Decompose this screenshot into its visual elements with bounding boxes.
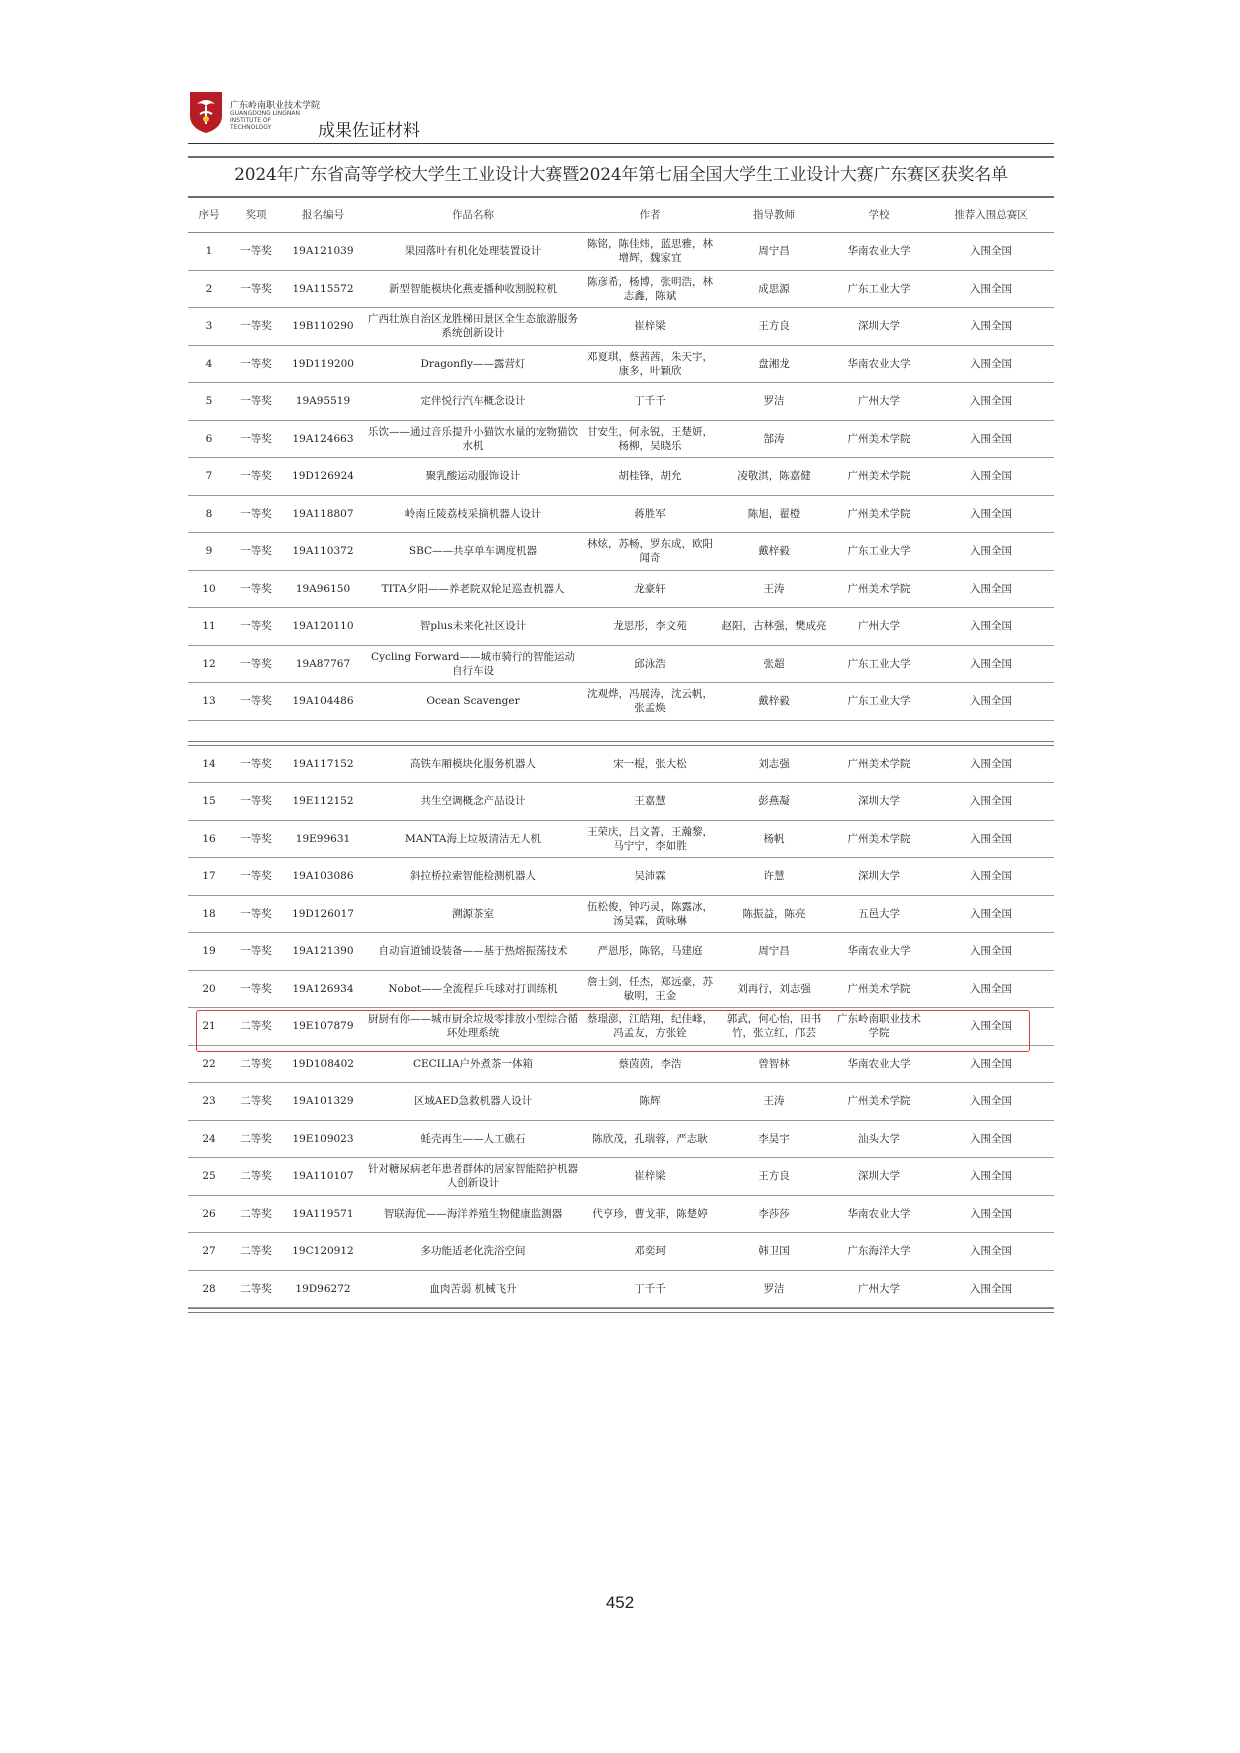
cell-award: 二等奖 [230,1158,282,1196]
cell-advisors: 罗洁 [718,1270,830,1308]
cell-authors: 崔梓梁 [582,1158,718,1196]
cell-work-title: Cycling Forward——城市骑行的智能运动自行车设 [364,645,582,683]
cell-authors: 代亨珍，曹戈菲，陈楚婷 [582,1195,718,1233]
table-row [188,970,1054,1008]
cell-work-title: 岭南丘陵荔枝采摘机器人设计 [364,495,582,533]
cell-work-title: 聚乳酸运动服饰设计 [364,458,582,496]
cell-award: 二等奖 [230,1233,282,1271]
table-row [188,270,1054,308]
cell-school: 广州美术学院 [830,495,928,533]
cell-award: 一等奖 [230,570,282,608]
cell-advisors: 刘再行，刘志强 [718,970,830,1008]
cell-advisors: 许慧 [718,858,830,896]
cell-recommendation: 入围全国 [928,895,1054,933]
cell-authors: 陈欣茂，孔瑞蓉，严志耿 [582,1120,718,1158]
cell-advisors: 王涛 [718,570,830,608]
section-gap [188,721,1054,741]
cell-authors: 龙豪轩 [582,570,718,608]
cell-index: 11 [188,608,230,646]
table-row [188,420,1054,458]
cell-advisors: 王方良 [718,1158,830,1196]
column-header: 序号 [188,198,230,233]
cell-authors: 王荣庆，吕文菁，王瀚黎，马宁宁，李如胜 [582,820,718,858]
cell-reg-no: 19A117152 [282,746,364,783]
cell-school: 广东工业大学 [830,533,928,571]
cell-school: 广州美术学院 [830,1083,928,1121]
table-bottom-rule [188,1308,1054,1313]
cell-index: 25 [188,1158,230,1196]
cell-work-title: Dragonfly——露营灯 [364,345,582,383]
table-title: 2024年广东省高等学校大学生工业设计大赛暨2024年第七届全国大学生工业设计大赛广东赛区获奖名单 [234,165,1008,185]
column-header: 指导教师 [718,198,830,233]
cell-school: 广州美术学院 [830,746,928,783]
cell-index: 3 [188,308,230,346]
cell-work-title: 多功能适老化洗浴空间 [364,1233,582,1271]
cell-reg-no: 19A87767 [282,645,364,683]
cell-work-title: 果园落叶有机化处理装置设计 [364,233,582,271]
cell-recommendation: 入围全国 [928,233,1054,271]
table-row [188,1270,1054,1308]
cell-work-title: 自动盲道铺设装备——基于热熔振荡技术 [364,933,582,971]
cell-recommendation: 入围全国 [928,495,1054,533]
cell-work-title: 智联海优——海洋养殖生物健康监测器 [364,1195,582,1233]
cell-school: 五邑大学 [830,895,928,933]
cell-recommendation: 入围全国 [928,533,1054,571]
cell-award: 二等奖 [230,1270,282,1308]
cell-work-title: 乐饮——通过音乐提升小猫饮水量的宠物猫饮水机 [364,420,582,458]
cell-authors: 陈铭，陈佳炜，蓝思雅，林增辉，魏家宜 [582,233,718,271]
cell-award: 一等奖 [230,533,282,571]
cell-advisors: 刘志强 [718,746,830,783]
cell-recommendation: 入围全国 [928,308,1054,346]
cell-award: 一等奖 [230,270,282,308]
cell-school: 深圳大学 [830,1158,928,1196]
cell-work-title: 广西壮族自治区龙胜梯田景区全生态旅游服务系统创新设计 [364,308,582,346]
table-row [188,933,1054,971]
cell-recommendation: 入围全国 [928,1195,1054,1233]
page-header [188,86,1054,144]
cell-school: 广东海洋大学 [830,1233,928,1271]
cell-authors: 邓奕珂 [582,1233,718,1271]
cell-work-title: 新型智能模块化燕麦播种收割脱粒机 [364,270,582,308]
cell-school: 广州大学 [830,1270,928,1308]
cell-index: 20 [188,970,230,1008]
cell-advisors: 张超 [718,645,830,683]
cell-recommendation: 入围全国 [928,1045,1054,1083]
table-row [188,746,1054,783]
cell-recommendation: 入围全国 [928,608,1054,646]
cell-recommendation: 入围全国 [928,1008,1054,1046]
cell-work-title: 高铁车厢模块化服务机器人 [364,746,582,783]
table-header-row [188,198,1054,233]
cell-school: 广东岭南职业技术学院 [830,1008,928,1046]
cell-index: 15 [188,783,230,821]
table-row [188,345,1054,383]
cell-index: 26 [188,1195,230,1233]
cell-school: 华南农业大学 [830,933,928,971]
cell-authors: 胡桂锋，胡允 [582,458,718,496]
cell-reg-no: 19E112152 [282,783,364,821]
cell-recommendation: 入围全国 [928,1083,1054,1121]
cell-reg-no: 19A121390 [282,933,364,971]
cell-index: 6 [188,420,230,458]
cell-authors: 龙思彤，李文苑 [582,608,718,646]
cell-advisors: 罗洁 [718,383,830,421]
school-name-cn: 广东岭南职业技术学院 [230,101,321,111]
cell-reg-no: 19A101329 [282,1083,364,1121]
cell-authors: 沈观烨，冯展涛，沈云帆，张孟焕 [582,683,718,721]
cell-work-title: 共生空调概念产品设计 [364,783,582,821]
cell-reg-no: 19A120110 [282,608,364,646]
cell-authors: 蔡茵茵，李浩 [582,1045,718,1083]
cell-school: 深圳大学 [830,783,928,821]
cell-authors: 崔梓梁 [582,308,718,346]
cell-advisors: 郭武，何心怡，田书竹，张立红，邝芸 [718,1008,830,1046]
cell-recommendation: 入围全国 [928,683,1054,721]
cell-award: 二等奖 [230,1045,282,1083]
cell-school: 深圳大学 [830,858,928,896]
cell-work-title: Ocean Scavenger [364,683,582,721]
cell-authors: 林炫，苏畅，罗东成，欧阳闻奇 [582,533,718,571]
cell-work-title: SBC——共享单车调度机器 [364,533,582,571]
table-row [188,1195,1054,1233]
table-row [188,570,1054,608]
table-row [188,820,1054,858]
cell-authors: 严恩彤，陈铭，马建庭 [582,933,718,971]
cell-reg-no: 19C120912 [282,1233,364,1271]
cell-advisors: 周宁昌 [718,933,830,971]
school-logo-icon [188,90,224,134]
cell-reg-no: 19A104486 [282,683,364,721]
table-row [188,895,1054,933]
cell-index: 17 [188,858,230,896]
cell-award: 一等奖 [230,345,282,383]
cell-reg-no: 19A126934 [282,970,364,1008]
cell-index: 8 [188,495,230,533]
cell-authors: 蒋胜军 [582,495,718,533]
cell-index: 14 [188,746,230,783]
cell-award: 一等奖 [230,970,282,1008]
cell-award: 二等奖 [230,1120,282,1158]
cell-recommendation: 入围全国 [928,645,1054,683]
cell-recommendation: 入围全国 [928,970,1054,1008]
cell-reg-no: 19A118807 [282,495,364,533]
cell-recommendation: 入围全国 [928,420,1054,458]
table-row [188,1083,1054,1121]
cell-work-title: 溯源茶室 [364,895,582,933]
cell-award: 一等奖 [230,458,282,496]
cell-advisors: 杨帆 [718,820,830,858]
cell-advisors: 陈振益，陈亮 [718,895,830,933]
column-header: 奖项 [230,198,282,233]
cell-award: 一等奖 [230,783,282,821]
cell-award: 一等奖 [230,308,282,346]
cell-authors: 丁千千 [582,383,718,421]
cell-authors: 陈彦希，杨博，张明浩，林志鑫，陈斌 [582,270,718,308]
cell-advisors: 彭燕凝 [718,783,830,821]
cell-work-title: 针对糖尿病老年患者群体的居家智能陪护机器人创新设计 [364,1158,582,1196]
cell-advisors: 曾智林 [718,1045,830,1083]
table-row [188,783,1054,821]
cell-recommendation: 入围全国 [928,458,1054,496]
cell-index: 21 [188,1008,230,1046]
school-name-en: GUANGDONG LINGNAN INSTITUTE OF TECHNOLOGY [230,110,301,131]
table-row [188,533,1054,571]
table-body-part1 [188,233,1054,721]
cell-reg-no: 19A96150 [282,570,364,608]
table-row [188,233,1054,271]
cell-recommendation: 入围全国 [928,1120,1054,1158]
table-row [188,858,1054,896]
page-number: 452 [605,1593,635,1612]
cell-recommendation: 入围全国 [928,1270,1054,1308]
cell-advisors: 王涛 [718,1083,830,1121]
cell-authors: 王嘉慧 [582,783,718,821]
table-row [188,308,1054,346]
cell-school: 华南农业大学 [830,1045,928,1083]
cell-authors: 甘安生，何永锐，王楚妍，杨柳，吴晓乐 [582,420,718,458]
cell-school: 广州大学 [830,383,928,421]
cell-school: 广东工业大学 [830,683,928,721]
cell-recommendation: 入围全国 [928,270,1054,308]
cell-reg-no: 19E99631 [282,820,364,858]
cell-recommendation: 入围全国 [928,345,1054,383]
cell-index: 1 [188,233,230,271]
cell-reg-no: 19A119571 [282,1195,364,1233]
cell-index: 10 [188,570,230,608]
cell-authors: 丁千千 [582,1270,718,1308]
cell-reg-no: 19D96272 [282,1270,364,1308]
cell-work-title: 斜拉桥拉索智能检测机器人 [364,858,582,896]
row-21-highlight-box [196,1010,1030,1052]
award-table-part1 [188,198,1054,721]
cell-authors: 邓夏琪，蔡茜茜，朱天宇，康多，叶颖欣 [582,345,718,383]
cell-award: 二等奖 [230,1195,282,1233]
cell-authors: 宋一棍，张大松 [582,746,718,783]
cell-reg-no: 19E109023 [282,1120,364,1158]
table-row [188,608,1054,646]
cell-work-title: 蚝壳再生——人工礁石 [364,1120,582,1158]
cell-school: 华南农业大学 [830,233,928,271]
cell-reg-no: 19D126924 [282,458,364,496]
cell-work-title: 智plus未来化社区设计 [364,608,582,646]
cell-recommendation: 入围全国 [928,1158,1054,1196]
cell-school: 广东工业大学 [830,270,928,308]
cell-award: 一等奖 [230,495,282,533]
cell-advisors: 盘湘龙 [718,345,830,383]
cell-recommendation: 入围全国 [928,1233,1054,1271]
cell-advisors: 赵阳，古林强，樊成亮 [718,608,830,646]
evidence-title: 成果佐证材料 [318,121,420,141]
column-header: 推荐入围总赛区 [928,198,1054,233]
cell-work-title: 厨厨有你——城市厨余垃圾零排放小型综合循环处理系统 [364,1008,582,1046]
cell-authors: 蔡璟澎，江皓翔，纪佳峰，冯孟友，方张铨 [582,1008,718,1046]
cell-advisors: 韩卫国 [718,1233,830,1271]
table-row [188,683,1054,721]
cell-index: 19 [188,933,230,971]
cell-award: 一等奖 [230,746,282,783]
cell-reg-no: 19D126017 [282,895,364,933]
cell-advisors: 李莎莎 [718,1195,830,1233]
cell-award: 一等奖 [230,683,282,721]
cell-award: 二等奖 [230,1083,282,1121]
cell-award: 一等奖 [230,383,282,421]
header-divider [188,143,1054,144]
cell-reg-no: 19B110290 [282,308,364,346]
cell-work-title: 区域AED急救机器人设计 [364,1083,582,1121]
cell-reg-no: 19A95519 [282,383,364,421]
table-row [188,1233,1054,1271]
cell-school: 汕头大学 [830,1120,928,1158]
cell-authors: 邱泳浩 [582,645,718,683]
column-header: 作品名称 [364,198,582,233]
cell-index: 23 [188,1083,230,1121]
table-row [188,645,1054,683]
cell-advisors: 戴梓毅 [718,533,830,571]
cell-recommendation: 入围全国 [928,858,1054,896]
cell-recommendation: 入围全国 [928,933,1054,971]
cell-award: 一等奖 [230,820,282,858]
cell-advisors: 王方良 [718,308,830,346]
cell-index: 9 [188,533,230,571]
cell-advisors: 周宁昌 [718,233,830,271]
award-list [188,156,1054,1313]
cell-award: 一等奖 [230,645,282,683]
cell-work-title: MANTA海上垃圾清洁无人机 [364,820,582,858]
cell-award: 二等奖 [230,1008,282,1046]
cell-index: 13 [188,683,230,721]
cell-reg-no: 19E107879 [282,1008,364,1046]
cell-reg-no: 19A121039 [282,233,364,271]
cell-authors: 吴沛霖 [582,858,718,896]
cell-index: 12 [188,645,230,683]
cell-authors: 陈辉 [582,1083,718,1121]
cell-advisors: 戴梓毅 [718,683,830,721]
cell-school: 广州美术学院 [830,570,928,608]
cell-school: 广州大学 [830,608,928,646]
column-header: 学校 [830,198,928,233]
cell-index: 27 [188,1233,230,1271]
table-row [188,458,1054,496]
table-row [188,1120,1054,1158]
cell-recommendation: 入围全国 [928,746,1054,783]
column-header: 作者 [582,198,718,233]
cell-reg-no: 19D108402 [282,1045,364,1083]
cell-authors: 伍松俊，钟巧灵，陈露冰，汤昊霖，黄咏琳 [582,895,718,933]
cell-recommendation: 入围全国 [928,820,1054,858]
cell-authors: 詹士剑，任杰，郑远豪，苏敏明，王金 [582,970,718,1008]
cell-school: 广州美术学院 [830,420,928,458]
cell-award: 一等奖 [230,233,282,271]
cell-reg-no: 19A103086 [282,858,364,896]
cell-index: 16 [188,820,230,858]
cell-school: 华南农业大学 [830,1195,928,1233]
table-row [188,495,1054,533]
cell-reg-no: 19A110107 [282,1158,364,1196]
cell-school: 华南农业大学 [830,345,928,383]
cell-advisors: 李昊宇 [718,1120,830,1158]
cell-recommendation: 入围全国 [928,570,1054,608]
cell-work-title: CECILIA户外煮茶一体箱 [364,1045,582,1083]
table-row [188,383,1054,421]
cell-work-title: 定伴悦行汽车概念设计 [364,383,582,421]
cell-award: 一等奖 [230,420,282,458]
cell-index: 24 [188,1120,230,1158]
cell-recommendation: 入围全国 [928,783,1054,821]
cell-school: 广州美术学院 [830,820,928,858]
cell-reg-no: 19A124663 [282,420,364,458]
cell-advisors: 凌敬淇，陈嘉健 [718,458,830,496]
cell-advisors: 成思源 [718,270,830,308]
cell-index: 2 [188,270,230,308]
cell-award: 一等奖 [230,933,282,971]
cell-index: 28 [188,1270,230,1308]
cell-index: 5 [188,383,230,421]
cell-school: 广州美术学院 [830,458,928,496]
cell-work-title: 血肉苦弱 机械飞升 [364,1270,582,1308]
cell-index: 4 [188,345,230,383]
cell-award: 一等奖 [230,608,282,646]
cell-school: 深圳大学 [830,308,928,346]
column-header: 报名编号 [282,198,364,233]
cell-reg-no: 19A110372 [282,533,364,571]
cell-school: 广东工业大学 [830,645,928,683]
cell-award: 一等奖 [230,858,282,896]
cell-work-title: Nobot——全流程乒乓球对打训练机 [364,970,582,1008]
cell-reg-no: 19A115572 [282,270,364,308]
cell-index: 7 [188,458,230,496]
cell-award: 一等奖 [230,895,282,933]
cell-index: 18 [188,895,230,933]
cell-index: 22 [188,1045,230,1083]
cell-recommendation: 入围全国 [928,383,1054,421]
cell-work-title: TITA夕阳——养老院双轮足巡查机器人 [364,570,582,608]
cell-advisors: 郜涛 [718,420,830,458]
cell-school: 广州美术学院 [830,970,928,1008]
cell-reg-no: 19D119200 [282,345,364,383]
cell-advisors: 陈旭，翟橙 [718,495,830,533]
table-row [188,1158,1054,1196]
